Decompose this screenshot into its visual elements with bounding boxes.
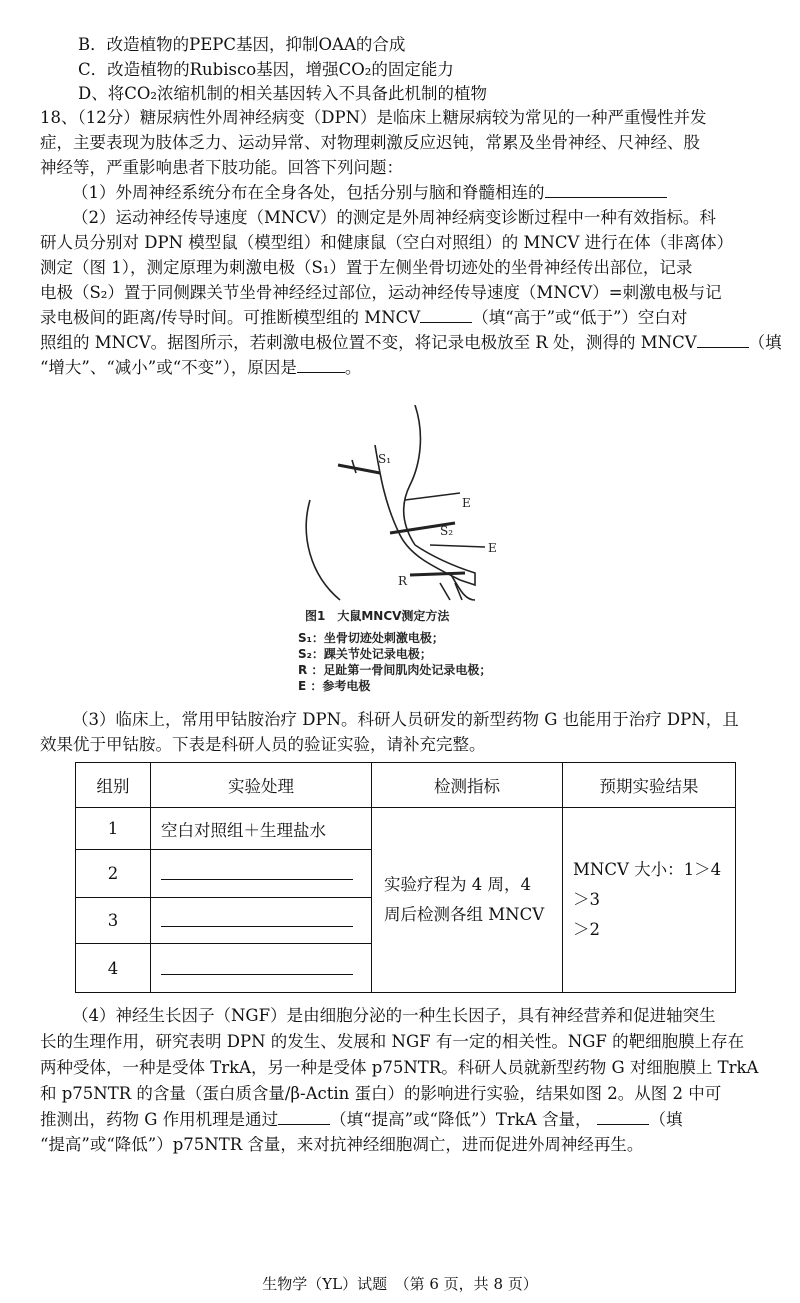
q18-part4-line: 和 p75NTR 的含量（蛋白质含量/β-Actin 蛋白）的影响进行实验，结果如图 2。从图 2 中可 — [40, 1084, 722, 1103]
table-row — [76, 808, 736, 850]
text: MNCV 大小：1＞4＞3 — [573, 860, 722, 909]
text: 周后检测各组 MNCV — [384, 905, 545, 924]
figure-legend-item: E ：参考电极 — [298, 679, 371, 693]
group-cell: 2 — [76, 850, 151, 898]
q18-part2-line — [40, 306, 687, 330]
q18-part4-line — [40, 1108, 682, 1132]
label-e: E — [488, 541, 497, 555]
q18-part3-line: 效果优于甲钴胺。下表是科研人员的验证实验，请补充完整。 — [40, 735, 486, 754]
group-cell: 1 — [76, 808, 151, 850]
answer-blank[interactable] — [597, 1108, 649, 1125]
answer-blank[interactable] — [697, 331, 749, 348]
q18-part2-line — [40, 356, 361, 380]
header-cell: 组别 — [76, 763, 151, 808]
figure-legend-item: S₂：踝关节处记录电极； — [298, 647, 432, 661]
text: 录电极间的距离/传导时间。可推断模型组的 MNCV — [40, 308, 421, 327]
figure1-caption: 图1 大鼠MNCV测定方法 — [305, 609, 450, 623]
treatment-blank[interactable] — [161, 958, 353, 975]
q18-part2-line: 电极（S₂）置于同侧踝关节坐骨神经经过部位，运动神经传导速度（MNCV）=刺激电极与记 — [40, 283, 722, 302]
group-cell: 4 — [76, 944, 151, 993]
option-b: B．改造植物的PEPC基因，抑制OAA的合成 — [78, 35, 406, 54]
text: （填“高于”或“低于”）空白对 — [472, 308, 688, 327]
text: “增大”、“减小”或“不变”），原因是 — [40, 358, 297, 377]
option-c: C．改造植物的Rubisco基因，增强CO₂的固定能力 — [78, 60, 454, 79]
treatment-cell: 空白对照组＋生理盐水 — [151, 808, 372, 850]
q18-part4-line: 长的生理作用，研究表明 DPN 的发生、发展和 NGF 有一定的相关性。NGF 的靶细胞膜上存在 — [40, 1032, 745, 1051]
figure-legend-item: R ：足趾第一骨间肌肉处记录电极； — [298, 663, 492, 677]
header-cell: 预期实验结果 — [563, 763, 736, 808]
q18-intro-line: 神经等，严重影响患者下肢功能。回答下列问题： — [40, 158, 403, 177]
q18-part1 — [72, 181, 667, 205]
figure1-rat-diagram — [290, 405, 530, 605]
answer-blank[interactable] — [545, 181, 667, 198]
label-r: R — [398, 574, 408, 588]
q18-intro-line: 18、（12分）糖尿病性外周神经病变（DPN）是临床上糖尿病较为常见的一种严重慢性并发 — [40, 108, 707, 127]
treatment-blank[interactable] — [161, 910, 353, 927]
option-d: D、将CO₂浓缩机制的相关基因转入不具备此机制的植物 — [78, 84, 487, 103]
text: （填 — [649, 1110, 683, 1129]
label-s2: S₂ — [440, 524, 454, 538]
figure-legend-item: S₁：坐骨切迹处刺激电极； — [298, 631, 444, 645]
text: （填 — [748, 333, 782, 352]
text: 推测出，药物 G 作用机理是通过 — [40, 1110, 279, 1129]
answer-blank[interactable] — [420, 306, 472, 323]
part1-text: （1）外周神经系统分布在全身各处，包括分别与脑和脊髓相连的 — [72, 183, 545, 202]
q18-part2-line: （2）运动神经传导速度（MNCV）的测定是外周神经病变诊断过程中一种有效指标。科 — [72, 208, 716, 227]
q18-part4-line: “提高”或“降低”）p75NTR 含量，来对抗神经细胞凋亡，进而促进外周神经再生。 — [40, 1135, 644, 1154]
q18-part2-line: 测定（图 1），测定原理为刺激电极（S₁）置于左侧坐骨切迹处的坐骨神经传出部位，记录 — [40, 258, 693, 277]
text: 照组的 MNCV。据图所示，若刺激电极位置不变，将记录电极放至 R 处，测得的 MNCV — [40, 333, 697, 352]
group-cell: 3 — [76, 898, 151, 944]
answer-blank[interactable] — [278, 1108, 330, 1125]
table-header-row — [76, 763, 736, 808]
q18-part4-line: 两种受体，一种是受体 TrkA，另一种是受体 p75NTR。科研人员就新型药物 G 对细胞膜上 TrkA — [40, 1058, 759, 1077]
page-footer: 生物学（YL）试题 （第 6 页，共 8 页） — [262, 1275, 538, 1293]
q18-part2-line — [40, 331, 782, 355]
result-cell — [563, 808, 736, 993]
label-e: E — [462, 496, 471, 510]
text: 实验疗程为 4 周，4 — [384, 875, 531, 894]
q18-part3-line: （3）临床上，常用甲钴胺治疗 DPN。科研人员研发的新型药物 G 也能用于治疗 DPN，且 — [72, 710, 739, 729]
header-cell: 实验处理 — [151, 763, 372, 808]
indicator-cell — [372, 808, 563, 993]
q18-part2-line: 研人员分别对 DPN 模型鼠（模型组）和健康鼠（空白对照组）的 MNCV 进行在体（非离体） — [40, 233, 734, 252]
header-cell: 检测指标 — [372, 763, 563, 808]
treatment-blank[interactable] — [161, 863, 353, 880]
text: （填“提高”或“降低”）TrkA 含量， — [330, 1110, 592, 1129]
experiment-table — [75, 762, 736, 993]
q18-intro-line: 症，主要表现为肢体乏力、运动异常、对物理刺激反应迟钝，常累及坐骨神经、尺神经、股 — [40, 133, 700, 152]
text: ＞2 — [573, 920, 600, 939]
answer-blank[interactable] — [297, 356, 345, 373]
label-s1: S₁ — [378, 452, 392, 466]
text: 。 — [344, 358, 362, 377]
q18-part4-line: （4）神经生长因子（NGF）是由细胞分泌的一种生长因子，具有神经营养和促进轴突生 — [72, 1006, 716, 1025]
